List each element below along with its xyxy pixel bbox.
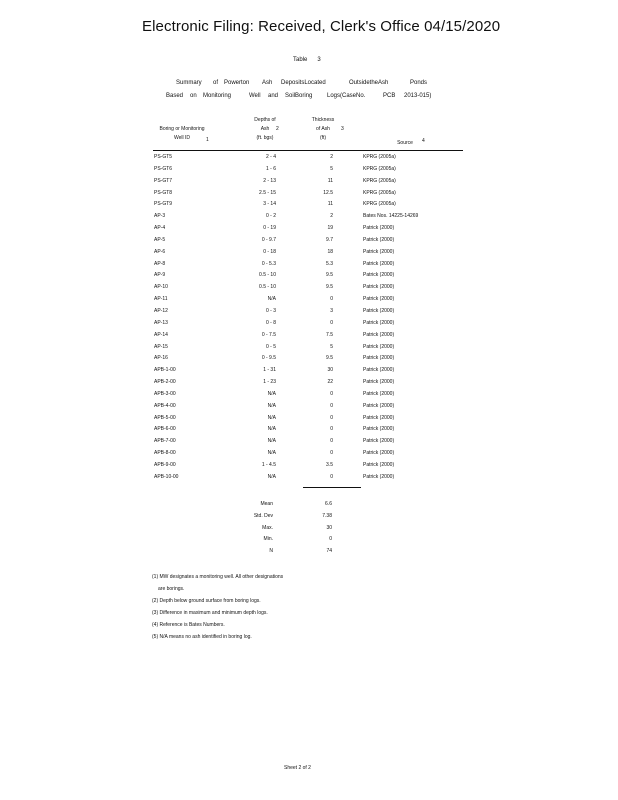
well-id-cell: PS-GT7: [154, 177, 173, 184]
source-cell: Patrick (2000): [363, 248, 395, 255]
summary-line-1: [0, 80, 618, 89]
depth-cell: N/A: [267, 390, 276, 397]
summary-word: Ash: [262, 80, 273, 86]
well-id-cell: AP-10: [154, 284, 168, 291]
source-cell: Patrick (2000): [363, 461, 395, 468]
source-cell: Patrick (2000): [363, 343, 395, 350]
well-id-cell: APB-4-00: [154, 402, 176, 409]
source-cell: Patrick (2000): [363, 260, 395, 267]
well-id-cell: PS-GT6: [154, 165, 173, 172]
header-rule: [153, 150, 463, 151]
stats-row: [250, 523, 350, 535]
footnote-line: (4) Reference is Bates Numbers.: [152, 621, 225, 628]
depth-cell: 2 - 13: [263, 177, 276, 184]
table-row: [153, 413, 463, 425]
source-cell: Patrick (2000): [363, 331, 395, 338]
source-cell: Bates Nos. 14225-14269: [363, 213, 419, 220]
summary-word: 2013-015): [404, 93, 432, 99]
footnote-marker: 4: [422, 138, 425, 144]
summary-word: Summary: [176, 80, 202, 86]
source-cell: Patrick (2000): [363, 450, 395, 457]
table-row: [153, 365, 463, 377]
well-id-cell: APB-7-00: [154, 438, 176, 445]
stat-value: 30: [326, 524, 332, 531]
thickness-cell: 12.5: [323, 189, 333, 196]
col-header-depth: [245, 116, 285, 143]
well-id-cell: AP-3: [154, 213, 166, 220]
source-cell: KPRG (2005a): [363, 177, 396, 184]
depth-cell: N/A: [267, 426, 276, 433]
source-cell: KPRG (2005a): [363, 154, 396, 160]
summary-word: Powerton: [224, 80, 250, 86]
source-cell: Patrick (2000): [363, 379, 395, 386]
table-row: [153, 164, 463, 176]
depth-cell: 1 - 23: [263, 379, 276, 386]
well-id-cell: AP-13: [154, 319, 168, 326]
col-header-line: Well ID: [173, 135, 191, 141]
footnotes: [152, 572, 283, 643]
col-header-line: Thickness: [311, 117, 335, 123]
data-table: [153, 152, 463, 484]
col-header-line: (ft. bgs): [256, 135, 274, 141]
table-title: [293, 57, 321, 63]
depth-cell: 0 - 19: [263, 225, 276, 232]
thickness-cell: 0: [330, 296, 333, 303]
total-rule: [303, 487, 361, 488]
thickness-cell: 11: [327, 177, 333, 184]
stat-value: 7.38: [322, 512, 332, 519]
footnote-line: (1) MW designates a monitoring well. All other designations: [152, 574, 284, 580]
col-header-line: (ft): [319, 135, 327, 141]
source-cell: KPRG (2005a): [363, 189, 396, 196]
summary-word: DepositsLocated: [281, 80, 326, 86]
col-header-line: Depths of: [254, 117, 276, 123]
footnote-line: (5) N/A means no ash identified in boring log.: [152, 633, 252, 640]
stat-label: Max.: [262, 524, 273, 531]
stat-label: Mean: [260, 501, 273, 507]
table-row: [153, 176, 463, 188]
depth-cell: 0 - 7.5: [261, 331, 276, 338]
well-id-cell: APB-1-00: [154, 367, 176, 374]
depth-cell: 1 - 31: [263, 367, 276, 374]
col-header-line: of Ash: [316, 126, 330, 132]
thickness-cell: 30: [327, 367, 333, 374]
thickness-cell: 0: [330, 438, 333, 445]
table-title-number: 3: [317, 57, 321, 63]
col-header-source: [390, 138, 425, 148]
summary-word: Logs(CaseNo.: [327, 93, 366, 99]
summary-word: SoilBoring: [285, 93, 313, 99]
well-id-cell: AP-16: [154, 355, 168, 362]
stat-value: 6.6: [325, 501, 332, 507]
depth-cell: 0 - 9.5: [261, 355, 276, 362]
source-cell: Patrick (2000): [363, 307, 395, 314]
depth-cell: 0 - 2: [265, 213, 276, 220]
source-cell: Patrick (2000): [363, 367, 395, 374]
stat-label: N: [269, 548, 273, 555]
source-cell: Patrick (2000): [363, 402, 395, 409]
depth-cell: 2 - 4: [265, 154, 276, 160]
table-row: [153, 235, 463, 247]
stats-block: [250, 499, 350, 558]
table-row: [153, 401, 463, 413]
depth-cell: 0 - 3: [265, 307, 276, 314]
table-row: [153, 247, 463, 259]
stats-row: [250, 546, 350, 558]
well-id-cell: AP-11: [154, 296, 168, 303]
well-id-cell: AP-6: [154, 248, 166, 255]
thickness-cell: 3: [330, 307, 333, 314]
thickness-cell: 2: [330, 213, 333, 220]
source-cell: Patrick (2000): [363, 355, 395, 362]
footnote-marker: 1: [206, 137, 209, 143]
thickness-cell: 0: [330, 450, 333, 457]
table-row: [153, 223, 463, 235]
source-cell: Patrick (2000): [363, 438, 395, 445]
source-cell: Patrick (2000): [363, 426, 395, 433]
table-row: [153, 448, 463, 460]
well-id-cell: AP-8: [154, 260, 166, 267]
depth-cell: 1 - 6: [265, 165, 276, 172]
summary-word: PCB: [383, 93, 396, 99]
thickness-cell: 0: [330, 414, 333, 421]
table-row: [153, 306, 463, 318]
depth-cell: 0.5 - 10: [259, 272, 276, 279]
table-title-label: Table: [293, 57, 308, 63]
col-header-line: Ash: [260, 126, 270, 132]
footnote-line: (3) Difference in maximum and minimum depth logs.: [152, 609, 268, 616]
col-header-line: Source: [397, 140, 413, 146]
table-row: [153, 152, 463, 164]
summary-word: Monitoring: [203, 93, 232, 99]
well-id-cell: AP-5: [154, 236, 166, 243]
table-row: [153, 199, 463, 211]
depth-cell: N/A: [267, 402, 276, 409]
thickness-cell: 9.7: [326, 236, 333, 243]
footnote-marker: 3: [341, 126, 344, 132]
well-id-cell: AP-4: [154, 225, 166, 232]
source-cell: Patrick (2000): [363, 414, 395, 421]
table-row: [153, 353, 463, 365]
table-row: [153, 472, 463, 484]
thickness-cell: 9.5: [326, 272, 333, 279]
sheet-footer: Sheet 2 of 2: [284, 765, 311, 771]
thickness-cell: 18: [327, 248, 333, 255]
stats-row: [250, 534, 350, 546]
table-row: [153, 318, 463, 330]
source-cell: Patrick (2000): [363, 236, 395, 243]
thickness-cell: 0: [330, 319, 333, 326]
depth-cell: 0 - 9.7: [261, 236, 276, 243]
stats-row: [250, 511, 350, 523]
thickness-cell: 0: [330, 426, 333, 433]
well-id-cell: APB-9-00: [154, 461, 176, 468]
thickness-cell: 22: [327, 379, 333, 386]
col-header-thickness: [303, 116, 343, 143]
table-row: [153, 282, 463, 294]
col-header-line: Boring or Monitoring: [159, 126, 205, 132]
source-cell: Patrick (2000): [363, 225, 395, 232]
table-row: [153, 424, 463, 436]
depth-cell: N/A: [267, 473, 276, 480]
table-row: [153, 259, 463, 271]
source-cell: Patrick (2000): [363, 272, 395, 279]
table-row: [153, 270, 463, 282]
depth-cell: 0 - 18: [263, 248, 276, 255]
table-row: [153, 460, 463, 472]
source-cell: Patrick (2000): [363, 319, 395, 326]
source-cell: Patrick (2000): [363, 284, 395, 291]
depth-cell: 0.5 - 10: [259, 284, 276, 291]
summary-word: Well: [249, 93, 261, 99]
table-row: [153, 436, 463, 448]
summary-word: OutsidetheAsh: [349, 80, 389, 86]
well-id-cell: APB-6-00: [154, 426, 176, 433]
source-cell: KPRG (2005a): [363, 201, 396, 208]
well-id-cell: APB-2-00: [154, 379, 176, 386]
source-cell: Patrick (2000): [363, 390, 395, 397]
well-id-cell: APB-3-00: [154, 390, 176, 397]
thickness-cell: 9.5: [326, 355, 333, 362]
thickness-cell: 19: [327, 225, 333, 232]
well-id-cell: APB-8-00: [154, 450, 176, 457]
table-row: [153, 389, 463, 401]
stat-value: 0: [329, 536, 332, 543]
depth-cell: N/A: [267, 450, 276, 457]
thickness-cell: 9.5: [326, 284, 333, 291]
table-row: [153, 211, 463, 223]
depth-cell: 0 - 5.3: [261, 260, 276, 267]
summary-word: of: [213, 80, 219, 86]
footnote-line: are borings.: [158, 585, 185, 592]
table-row: [153, 342, 463, 354]
well-id-cell: AP-14: [154, 331, 168, 338]
depth-cell: 2.5 - 15: [259, 189, 276, 196]
summary-word: on: [190, 93, 197, 99]
well-id-cell: AP-9: [154, 272, 166, 279]
depth-cell: 1 - 4.5: [261, 461, 276, 468]
stat-label: Min.: [263, 536, 273, 543]
stat-value: 74: [326, 548, 332, 555]
thickness-cell: 5: [330, 165, 333, 172]
summary-word: Based: [166, 93, 184, 99]
depth-cell: N/A: [267, 296, 276, 303]
well-id-cell: PS-GT9: [154, 201, 173, 208]
depth-cell: N/A: [267, 438, 276, 445]
footnote-line: (2) Depth below ground surface from boring logs.: [152, 597, 261, 604]
summary-line-2: [0, 93, 618, 102]
well-id-cell: APB-5-00: [154, 414, 176, 421]
thickness-cell: 7.5: [326, 331, 333, 338]
table-row: [153, 188, 463, 200]
depth-cell: N/A: [267, 414, 276, 421]
thickness-cell: 11: [327, 201, 333, 208]
thickness-cell: 2: [330, 154, 333, 160]
col-header-well-id: [152, 125, 212, 143]
stat-label: Std. Dev: [253, 512, 273, 519]
thickness-cell: 3.5: [326, 461, 333, 468]
well-id-cell: APB-10-00: [154, 473, 179, 480]
well-id-cell: PS-GT5: [154, 154, 173, 160]
thickness-cell: 5.3: [326, 260, 333, 267]
source-cell: Patrick (2000): [363, 296, 395, 303]
table-row: [153, 294, 463, 306]
source-cell: Patrick (2000): [363, 473, 395, 480]
well-id-cell: PS-GT8: [154, 189, 173, 196]
thickness-cell: 0: [330, 473, 333, 480]
depth-cell: 0 - 8: [265, 319, 276, 326]
well-id-cell: AP-15: [154, 343, 168, 350]
filing-header: Electronic Filing: Received, Clerk's Office 04/15/2020: [142, 18, 501, 35]
stats-row: [250, 499, 350, 511]
thickness-cell: 0: [330, 402, 333, 409]
table-row: [153, 377, 463, 389]
depth-cell: 3 - 14: [263, 201, 276, 208]
thickness-cell: 0: [330, 390, 333, 397]
footnote-marker: 2: [276, 126, 279, 132]
source-cell: KPRG (2005a): [363, 165, 396, 172]
depth-cell: 0 - 5: [265, 343, 276, 350]
table-row: [153, 330, 463, 342]
thickness-cell: 5: [330, 343, 333, 350]
well-id-cell: AP-12: [154, 307, 168, 314]
summary-word: Ponds: [410, 80, 428, 86]
summary-word: and: [268, 93, 279, 99]
